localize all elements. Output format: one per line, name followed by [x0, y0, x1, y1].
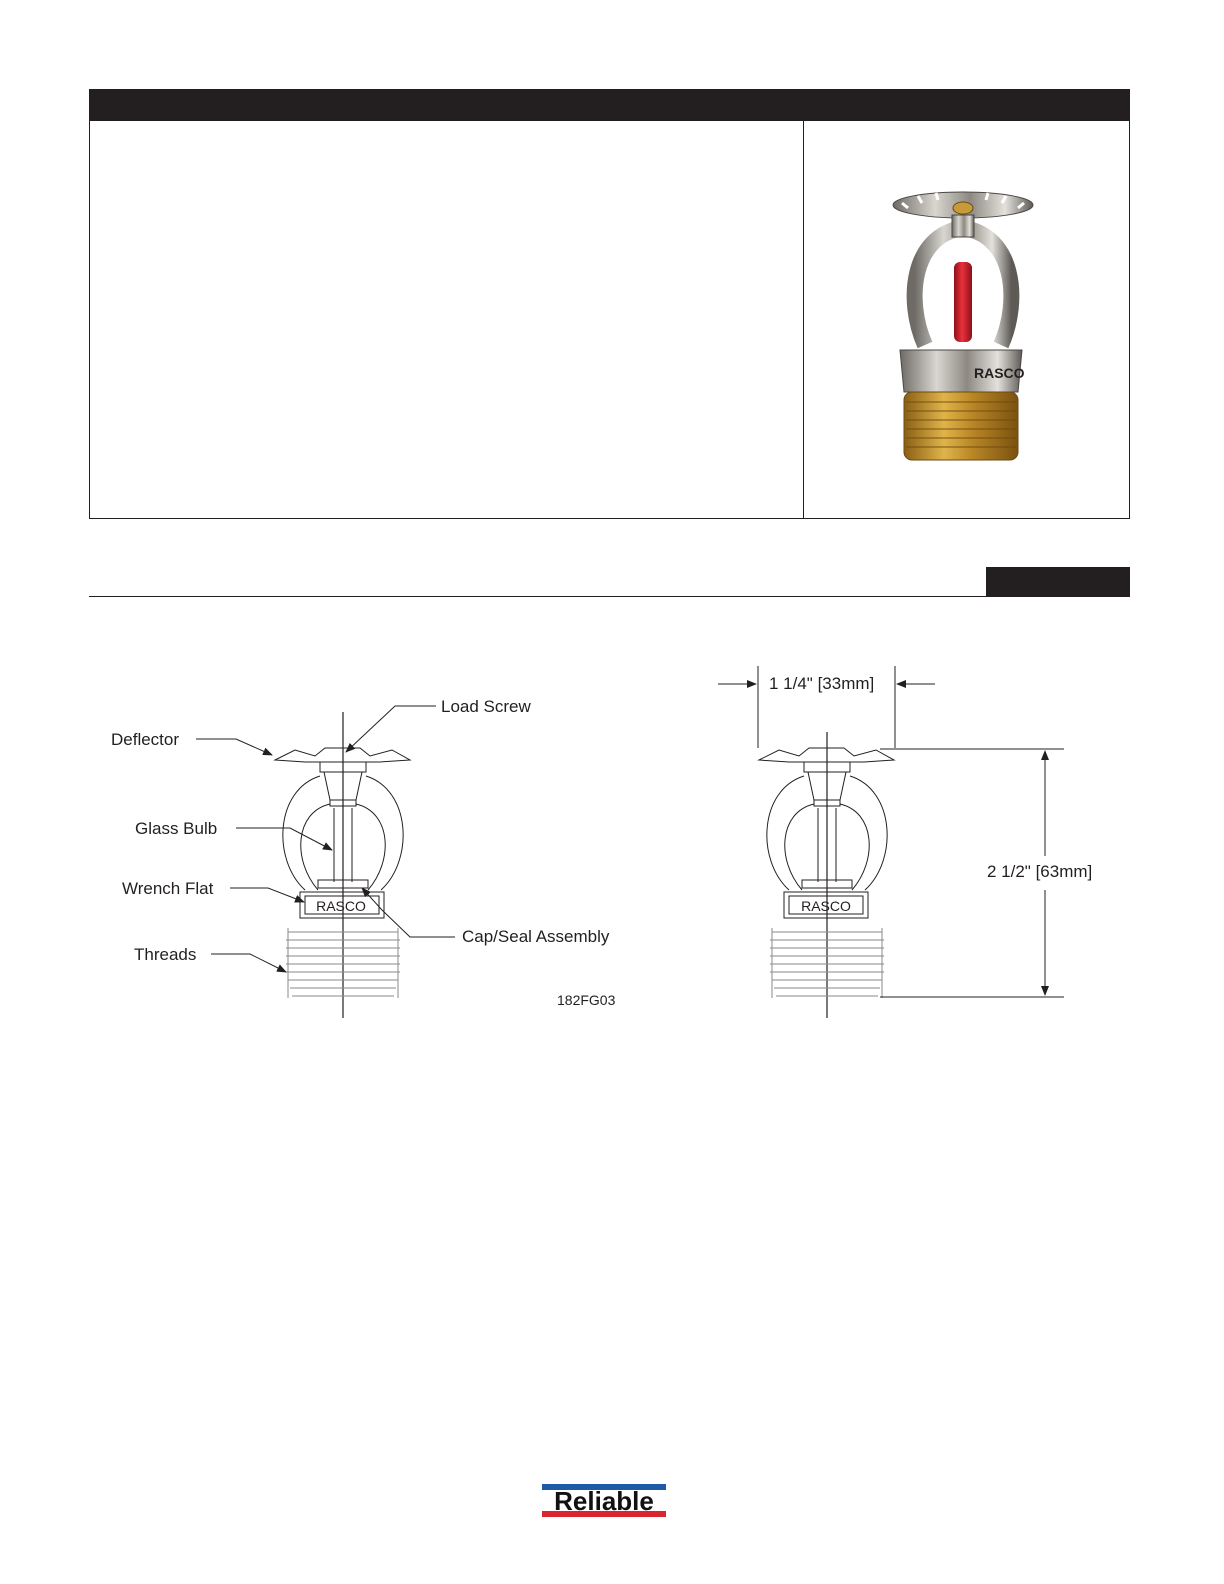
logo-text: Reliable: [554, 1486, 654, 1516]
sprinkler-photo: [893, 192, 1033, 460]
label-wrench-flat: Wrench Flat: [122, 879, 214, 898]
label-threads: Threads: [134, 945, 197, 964]
photo-stamp: RASCO: [974, 365, 1025, 381]
dimension-height: 2 1/2" [63mm]: [987, 862, 1093, 881]
reliable-logo: [542, 1484, 666, 1517]
sprinkler-drawing-labeled: [275, 712, 410, 1018]
drawing-stamp-left: RASCO: [316, 898, 366, 914]
drawing-stamp-right: RASCO: [801, 898, 851, 914]
label-load-screw: Load Screw: [441, 697, 531, 716]
figure-code: 182FG03: [557, 992, 616, 1008]
label-deflector: Deflector: [111, 730, 180, 749]
label-cap-seal: Cap/Seal Assembly: [462, 927, 610, 946]
sprinkler-drawing-dimensioned: [718, 666, 1064, 1018]
dimension-width: 1 1/4" [33mm]: [769, 674, 875, 693]
label-glass-bulb: Glass Bulb: [135, 819, 218, 838]
